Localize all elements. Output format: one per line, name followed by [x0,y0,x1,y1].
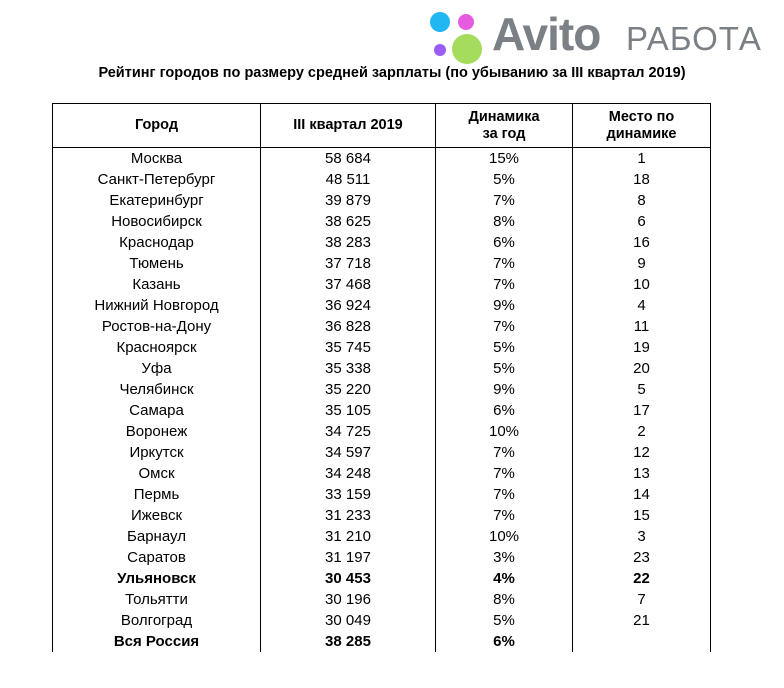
cell-place: 17 [573,400,711,421]
cell-salary: 35 105 [261,400,436,421]
cell-dynamics: 4% [436,568,573,589]
cell-salary: 37 468 [261,274,436,295]
cell-dynamics: 7% [436,253,573,274]
cell-salary: 38 285 [261,631,436,652]
cell-salary: 31 210 [261,526,436,547]
cell-place: 13 [573,463,711,484]
cell-place: 11 [573,316,711,337]
cell-salary: 36 828 [261,316,436,337]
cell-city: Москва [53,148,261,170]
header-dynamics: Динамика за год [436,104,573,148]
cell-city: Ульяновск [53,568,261,589]
logo-brand: Avito [492,8,601,60]
table-row [53,505,711,526]
cell-salary: 34 597 [261,442,436,463]
table-row [53,148,711,170]
table-row [53,526,711,547]
cell-place: 20 [573,358,711,379]
cell-place: 22 [573,568,711,589]
cell-city: Уфа [53,358,261,379]
table-row [53,190,711,211]
cell-city: Тюмень [53,253,261,274]
cell-dynamics: 7% [436,274,573,295]
cell-salary: 35 338 [261,358,436,379]
cell-dynamics: 6% [436,400,573,421]
avito-dots-icon [428,8,484,64]
table-row [53,316,711,337]
table-row [53,631,711,652]
cell-dynamics: 7% [436,442,573,463]
cell-dynamics: 5% [436,610,573,631]
cell-dynamics: 8% [436,589,573,610]
cell-salary: 31 197 [261,547,436,568]
table-row [53,463,711,484]
cell-salary: 34 725 [261,421,436,442]
cell-dynamics: 15% [436,148,573,170]
cell-dynamics: 7% [436,484,573,505]
cell-dynamics: 9% [436,295,573,316]
cell-city: Казань [53,274,261,295]
cell-city: Пермь [53,484,261,505]
cell-dynamics: 6% [436,631,573,652]
cell-place: 16 [573,232,711,253]
cell-salary: 37 718 [261,253,436,274]
table-row [53,358,711,379]
table-header-row [53,104,711,148]
logo-section: РАБОТА [626,20,762,57]
header-city: Город [53,104,261,148]
cell-salary: 38 283 [261,232,436,253]
cell-city: Екатеринбург [53,190,261,211]
cell-dynamics: 6% [436,232,573,253]
table-row [53,169,711,190]
cell-dynamics: 8% [436,211,573,232]
cell-city: Самара [53,400,261,421]
cell-dynamics: 7% [436,505,573,526]
table-row [53,484,711,505]
cell-city: Краснодар [53,232,261,253]
cell-city: Санкт-Петербург [53,169,261,190]
cell-dynamics: 3% [436,547,573,568]
table-row [53,253,711,274]
cell-place: 14 [573,484,711,505]
table-row [53,295,711,316]
cell-dynamics: 5% [436,169,573,190]
cell-city: Воронеж [53,421,261,442]
cell-place: 12 [573,442,711,463]
cell-dynamics: 7% [436,463,573,484]
header-salary: III квартал 2019 [261,104,436,148]
cell-city: Красноярск [53,337,261,358]
cell-city: Волгоград [53,610,261,631]
cell-dynamics: 5% [436,337,573,358]
cell-place: 9 [573,253,711,274]
cell-city: Саратов [53,547,261,568]
cell-place: 15 [573,505,711,526]
cell-place: 5 [573,379,711,400]
cell-place: 8 [573,190,711,211]
cell-place: 4 [573,295,711,316]
cell-place: 18 [573,169,711,190]
cell-salary: 34 248 [261,463,436,484]
cell-salary: 58 684 [261,148,436,170]
page-title: Рейтинг городов по размеру средней зарплаты (по убыванию за III квартал 2019) [98,65,686,81]
cell-place: 2 [573,421,711,442]
table-row [53,379,711,400]
cell-salary: 30 049 [261,610,436,631]
cell-city: Нижний Новгород [53,295,261,316]
cell-salary: 48 511 [261,169,436,190]
cell-place: 6 [573,211,711,232]
cell-salary: 39 879 [261,190,436,211]
cell-city: Иркутск [53,442,261,463]
cell-city: Барнаул [53,526,261,547]
cell-city: Ростов-на-Дону [53,316,261,337]
cell-salary: 30 453 [261,568,436,589]
cell-place: 23 [573,547,711,568]
table-row [53,274,711,295]
avito-rabota-logo [428,4,772,64]
header-place: Место по динамике [573,104,711,148]
table-row [53,421,711,442]
cell-city: Тольятти [53,589,261,610]
table-row [53,211,711,232]
table-row [53,337,711,358]
cell-salary: 38 625 [261,211,436,232]
cell-place: 10 [573,274,711,295]
cell-city: Челябинск [53,379,261,400]
table-row [53,232,711,253]
cell-city: Ижевск [53,505,261,526]
cell-dynamics: 10% [436,421,573,442]
cell-dynamics: 7% [436,316,573,337]
table-row [53,442,711,463]
cell-dynamics: 9% [436,379,573,400]
cell-salary: 31 233 [261,505,436,526]
cell-place [573,631,711,652]
cell-dynamics: 7% [436,190,573,211]
cell-place: 1 [573,148,711,170]
cell-salary: 36 924 [261,295,436,316]
cell-salary: 35 220 [261,379,436,400]
cell-place: 7 [573,589,711,610]
cell-city: Омск [53,463,261,484]
cell-place: 19 [573,337,711,358]
cell-place: 3 [573,526,711,547]
cell-dynamics: 5% [436,358,573,379]
table-row [53,547,711,568]
cell-place: 21 [573,610,711,631]
cell-city: Новосибирск [53,211,261,232]
salary-rating-table [52,103,711,652]
cell-city: Вся Россия [53,631,261,652]
cell-dynamics: 10% [436,526,573,547]
table-row [53,610,711,631]
cell-salary: 30 196 [261,589,436,610]
cell-salary: 33 159 [261,484,436,505]
table-row [53,400,711,421]
table-row [53,568,711,589]
table-row [53,589,711,610]
cell-salary: 35 745 [261,337,436,358]
